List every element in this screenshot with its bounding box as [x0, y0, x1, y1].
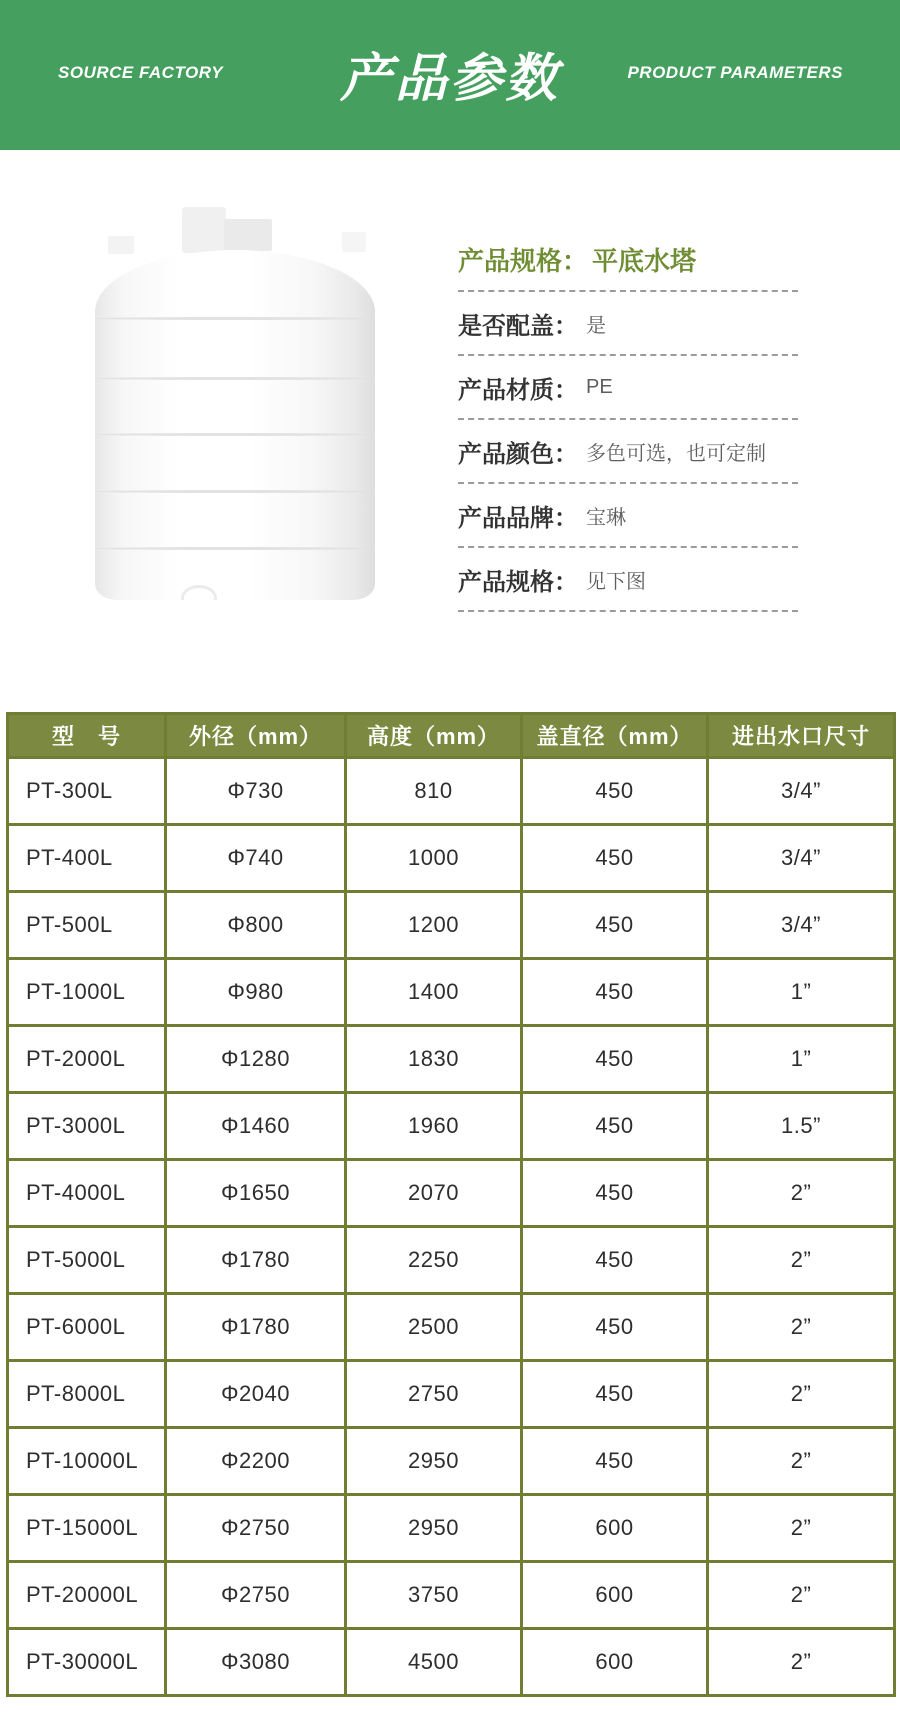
header-banner [0, 0, 900, 150]
model-cell: PT-20000L [8, 1562, 166, 1629]
tank-body [95, 250, 375, 600]
table-cell: 1400 [346, 959, 522, 1026]
table-cell: Φ1650 [166, 1160, 346, 1227]
table-cell: 3/4” [708, 892, 895, 959]
info-value: 是 [586, 314, 606, 337]
model-cell: PT-15000L [8, 1495, 166, 1562]
table-cell: 2070 [346, 1160, 522, 1227]
table-cell: Φ3080 [166, 1629, 346, 1696]
table-row [8, 825, 895, 892]
model-cell: PT-5000L [8, 1227, 166, 1294]
table-cell: 1960 [346, 1093, 522, 1160]
tank-rib [95, 317, 375, 320]
banner-left-label: SOURCE FACTORY [58, 63, 224, 82]
table-cell: Φ740 [166, 825, 346, 892]
info-value: 多色可选，也可定制 [586, 442, 766, 465]
tank-rib [95, 490, 375, 493]
info-value: PE [586, 375, 613, 398]
info-row [458, 356, 798, 420]
table-row [8, 1093, 895, 1160]
table-cell: 3/4” [708, 825, 895, 892]
tank-rib [95, 547, 375, 550]
table-cell: 2” [708, 1361, 895, 1428]
table-row [8, 1294, 895, 1361]
table-cell: 1000 [346, 825, 522, 892]
table-cell: 2950 [346, 1495, 522, 1562]
table-header-cell: 型 号 [8, 714, 166, 758]
table-cell: 2” [708, 1227, 895, 1294]
model-cell: PT-3000L [8, 1093, 166, 1160]
table-cell: Φ2750 [166, 1495, 346, 1562]
model-cell: PT-8000L [8, 1361, 166, 1428]
table-row [8, 892, 895, 959]
table-cell: 450 [522, 1361, 708, 1428]
table-cell: 2” [708, 1562, 895, 1629]
table-row [8, 959, 895, 1026]
table-cell: Φ1780 [166, 1294, 346, 1361]
table-row [8, 1361, 895, 1428]
table-row [8, 1428, 895, 1495]
tank-right-tab [342, 232, 366, 252]
table-row [8, 1495, 895, 1562]
tank-cap-lid [224, 219, 272, 251]
spec-table [6, 712, 896, 1697]
info-row [458, 292, 798, 356]
table-cell: Φ980 [166, 959, 346, 1026]
table-cell: 2500 [346, 1294, 522, 1361]
info-label: 产品颜色： [458, 440, 578, 468]
table-cell: 2” [708, 1629, 895, 1696]
table-cell: 450 [522, 1428, 708, 1495]
table-header-cell: 盖直径（mm） [522, 714, 708, 758]
table-cell: 1” [708, 1026, 895, 1093]
table-cell: Φ730 [166, 758, 346, 825]
info-row [458, 420, 798, 484]
table-cell: 450 [522, 1026, 708, 1093]
table-row [8, 1227, 895, 1294]
table-cell: 1830 [346, 1026, 522, 1093]
table-cell: 4500 [346, 1629, 522, 1696]
info-value: 见下图 [586, 570, 646, 593]
spec-table-head [8, 714, 895, 758]
info-row [458, 548, 798, 612]
model-cell: PT-10000L [8, 1428, 166, 1495]
table-cell: 450 [522, 892, 708, 959]
info-label: 产品规格： [458, 568, 578, 596]
page-title: 产品参数 [339, 50, 560, 108]
table-cell: 2250 [346, 1227, 522, 1294]
table-cell: 450 [522, 1227, 708, 1294]
model-cell: PT-500L [8, 892, 166, 959]
table-header-cell: 高度（mm） [346, 714, 522, 758]
tank-drain [181, 585, 217, 600]
info-label: 是否配盖： [458, 312, 578, 340]
table-cell: 450 [522, 1294, 708, 1361]
table-cell: 600 [522, 1495, 708, 1562]
model-cell: PT-30000L [8, 1629, 166, 1696]
table-cell: 2750 [346, 1361, 522, 1428]
model-cell: PT-400L [8, 825, 166, 892]
table-cell: 2” [708, 1160, 895, 1227]
table-cell: 2” [708, 1495, 895, 1562]
model-cell: PT-2000L [8, 1026, 166, 1093]
product-image-tank [70, 195, 400, 610]
table-header-row [8, 714, 895, 758]
table-cell: Φ2200 [166, 1428, 346, 1495]
product-info-list [458, 228, 798, 612]
model-cell: PT-4000L [8, 1160, 166, 1227]
table-cell: 600 [522, 1562, 708, 1629]
table-cell: Φ2750 [166, 1562, 346, 1629]
model-cell: PT-1000L [8, 959, 166, 1026]
table-cell: Φ2040 [166, 1361, 346, 1428]
table-cell: 2” [708, 1294, 895, 1361]
info-row [458, 484, 798, 548]
tank-left-tab [108, 236, 134, 254]
tank-cap [182, 207, 226, 253]
table-cell: Φ800 [166, 892, 346, 959]
tank-rib [95, 377, 375, 380]
table-cell: 1200 [346, 892, 522, 959]
table-row [8, 758, 895, 825]
table-cell: 600 [522, 1629, 708, 1696]
table-cell: 2” [708, 1428, 895, 1495]
table-row [8, 1026, 895, 1093]
table-cell: 450 [522, 758, 708, 825]
table-cell: 810 [346, 758, 522, 825]
spec-table-body [8, 758, 895, 1696]
info-row [458, 228, 798, 292]
info-label: 产品品牌： [458, 504, 578, 532]
table-cell: 450 [522, 825, 708, 892]
table-cell: 3/4” [708, 758, 895, 825]
banner-right-label: PRODUCT PARAMETERS [627, 63, 843, 82]
table-cell: 1.5” [708, 1093, 895, 1160]
info-value: 平底水塔 [592, 245, 697, 276]
tank-rib [95, 433, 375, 436]
info-label: 产品材质： [458, 376, 578, 404]
model-cell: PT-6000L [8, 1294, 166, 1361]
table-cell: 3750 [346, 1562, 522, 1629]
table-header-cell: 进出水口尺寸 [708, 714, 895, 758]
table-cell: Φ1280 [166, 1026, 346, 1093]
model-cell: PT-300L [8, 758, 166, 825]
table-cell: 1” [708, 959, 895, 1026]
table-cell: 450 [522, 959, 708, 1026]
table-row [8, 1629, 895, 1696]
table-header-cell: 外径（mm） [166, 714, 346, 758]
table-cell: 2950 [346, 1428, 522, 1495]
table-row [8, 1562, 895, 1629]
info-value: 宝琳 [586, 506, 626, 529]
table-cell: 450 [522, 1093, 708, 1160]
table-row [8, 1160, 895, 1227]
table-cell: 450 [522, 1160, 708, 1227]
info-label: 产品规格： [458, 245, 589, 276]
table-cell: Φ1460 [166, 1093, 346, 1160]
table-cell: Φ1780 [166, 1227, 346, 1294]
